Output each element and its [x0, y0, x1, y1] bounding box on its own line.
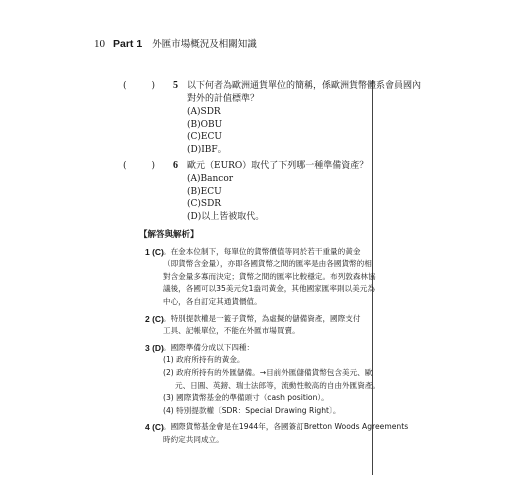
question-6 [123, 160, 373, 225]
option-d: (D)IBF。 [187, 144, 227, 155]
option-c: (C)SDR [187, 199, 222, 209]
option-d: (D)以上皆被取代。 [187, 211, 265, 222]
question-5 [123, 80, 422, 155]
option-b: (B)ECU [187, 186, 222, 197]
question-number: 6 [173, 160, 178, 171]
answer-item-2 [145, 313, 407, 338]
answer-section [139, 229, 409, 444]
page-number: 10 [94, 38, 105, 50]
answer-text: 。國際貨幣基金會是在1944年，各國簽訂Bretton Woods Agreements 時約定共同成立。 [163, 422, 409, 444]
part-label: Part 1 [113, 38, 143, 50]
option-c: (C)ECU [187, 132, 222, 142]
option-a: (A)SDR [187, 107, 221, 117]
answer-item-1 [145, 246, 407, 309]
chapter-title: 外匯市場概況及相關知識 [152, 39, 257, 50]
page-header [94, 36, 257, 52]
option-list [187, 173, 264, 223]
question-number: 5 [173, 80, 178, 91]
answer-text: 。特別提款權是一籃子貨幣，為虛擬的儲備資產，國際支付 工具、記帳單位，不能在外匯市場買賣。 [163, 313, 361, 336]
answer-number: 2 (C) [145, 313, 164, 324]
answer-item-4 [145, 421, 407, 446]
answer-blank: ( ) [123, 81, 155, 91]
answer-number: 1 (C) [145, 246, 164, 257]
answer-number: 3 (D) [145, 342, 164, 353]
option-list [187, 106, 227, 156]
question-text: 歐元（EURO）取代了下列哪一種準備資產？ [187, 161, 369, 171]
answer-blank: ( ) [123, 161, 155, 171]
question-text: 以下何者為歐洲通貨單位的簡稱，係歐洲貨幣體系會員國內 對外的計值標準？ [187, 81, 422, 104]
answer-text: 。在金本位制下，每單位的貨幣價值等同於若干重量的黃金 （即貨幣含金量），亦即各國貨幣之間的匯率是由各國貨幣的相 對含金量多寡而決定；貨幣之間的匯率比較穩定。布列敦森林協 議後，各國可以35美元兌1盎司黃金，其他國家匯率則以美元為 中心，各自訂定其通貨價值。 [163, 246, 376, 306]
option-a: (A)Bancor [187, 174, 234, 184]
option-b: (B)OBU [187, 119, 223, 130]
answer-item-3 [145, 342, 407, 418]
answer-number: 4 (C) [145, 422, 164, 433]
answer-text: 。國際準備分成以下四種： (1) 政府所持有的黃金。 (2) 政府所持有的外匯儲備。→目前外匯儲備貨幣包含美元、歐 元、日圓、英鎊、瑞士法郎等，流動性較高的自由外匯資產。 (3) 國際貨幣基金的準備頭寸（cash position）。 (4) 特別提款權〔SDR：Special Drawing Right〕。 [163, 342, 381, 415]
answer-section-title: 【解答與解析】 [139, 230, 199, 240]
